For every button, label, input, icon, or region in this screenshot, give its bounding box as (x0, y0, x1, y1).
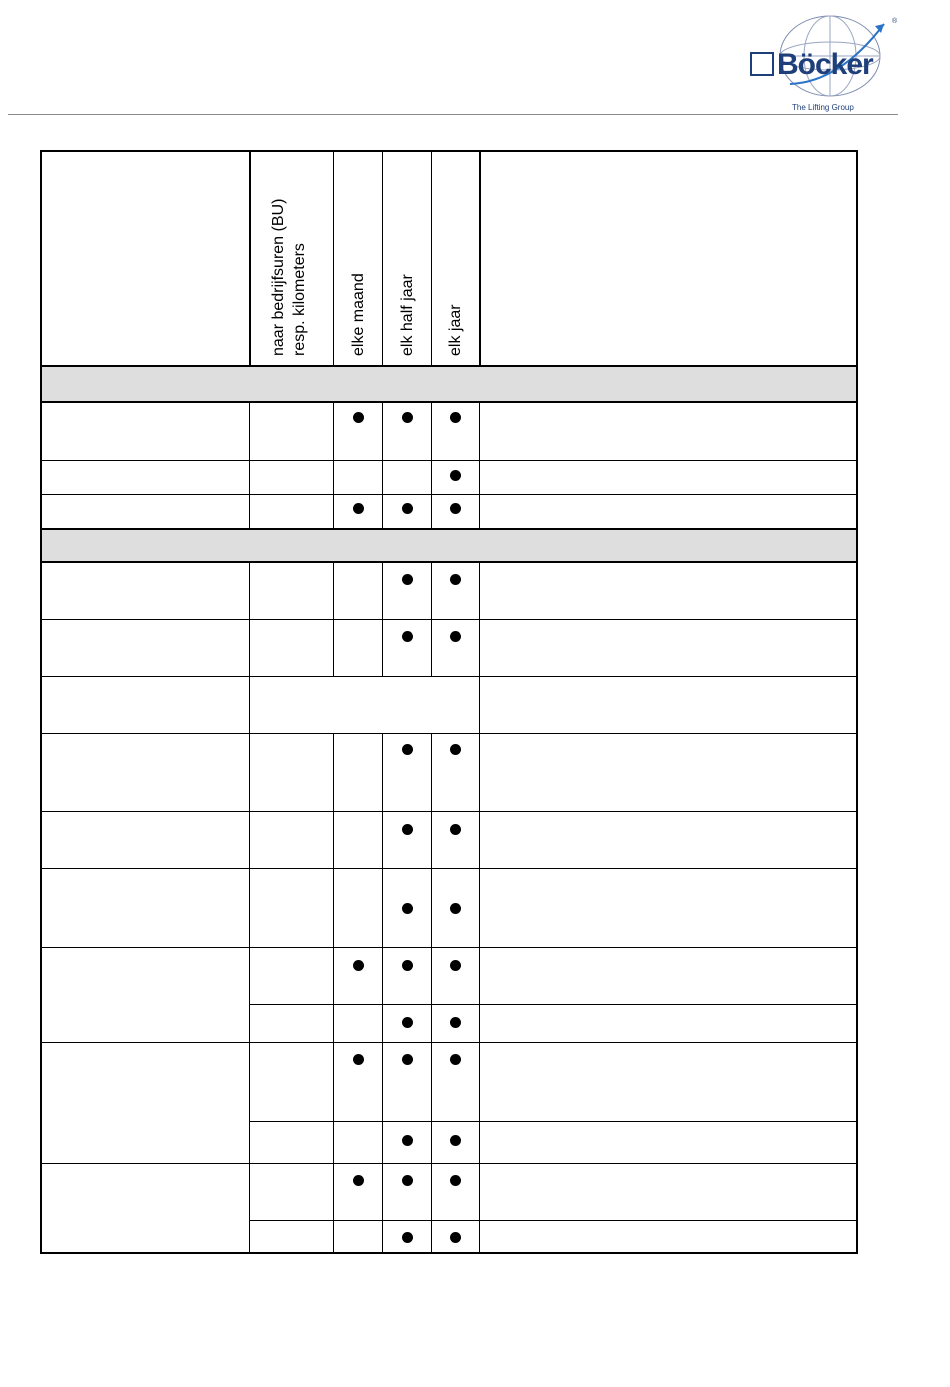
marker-monthly-row-10 (353, 960, 364, 971)
marker-monthly-row-12 (353, 1054, 364, 1065)
marker-half-yearly-row-15 (402, 1232, 413, 1243)
marker-half-yearly-row-3 (402, 503, 413, 514)
marker-yearly-row-15 (450, 1232, 461, 1243)
marker-yearly-row-1 (450, 412, 461, 423)
marker-yearly-row-11 (450, 1017, 461, 1028)
marker-yearly-row-7 (450, 744, 461, 755)
header-divider (8, 114, 898, 115)
marker-monthly-row-3 (353, 503, 364, 514)
header-half-yearly: elk half jaar (399, 274, 416, 356)
section-band (42, 528, 856, 562)
registered-mark: ® (892, 18, 898, 25)
marker-half-yearly-row-1 (402, 412, 413, 423)
marker-half-yearly-row-9 (402, 903, 413, 914)
marker-half-yearly-row-4 (402, 574, 413, 585)
header-operating-hours-line1: naar bedrijfsuren (BU) (270, 198, 287, 356)
marker-monthly-row-1 (353, 412, 364, 423)
marker-yearly-row-12 (450, 1054, 461, 1065)
maintenance-table (40, 150, 858, 1254)
marker-monthly-row-14 (353, 1175, 364, 1186)
header-operating-hours-line2: resp. kilometers (291, 243, 308, 356)
marker-half-yearly-row-7 (402, 744, 413, 755)
marker-half-yearly-row-5 (402, 631, 413, 642)
marker-half-yearly-row-8 (402, 824, 413, 835)
header-yearly: elk jaar (447, 304, 464, 356)
marker-yearly-row-3 (450, 503, 461, 514)
brand-wordmark: Böcker (750, 48, 873, 82)
tagline: The Lifting Group (792, 103, 854, 112)
marker-half-yearly-row-13 (402, 1135, 413, 1146)
marker-yearly-row-14 (450, 1175, 461, 1186)
marker-yearly-row-4 (450, 574, 461, 585)
company-logo (750, 12, 902, 114)
marker-half-yearly-row-14 (402, 1175, 413, 1186)
marker-yearly-row-10 (450, 960, 461, 971)
marker-half-yearly-row-11 (402, 1017, 413, 1028)
marker-yearly-row-13 (450, 1135, 461, 1146)
marker-half-yearly-row-12 (402, 1054, 413, 1065)
marker-half-yearly-row-10 (402, 960, 413, 971)
brand-mark-icon (750, 52, 774, 76)
section-band (42, 366, 856, 402)
marker-yearly-row-5 (450, 631, 461, 642)
header-monthly: elke maand (350, 273, 367, 356)
marker-yearly-row-9 (450, 903, 461, 914)
marker-yearly-row-2 (450, 470, 461, 481)
marker-yearly-row-8 (450, 824, 461, 835)
